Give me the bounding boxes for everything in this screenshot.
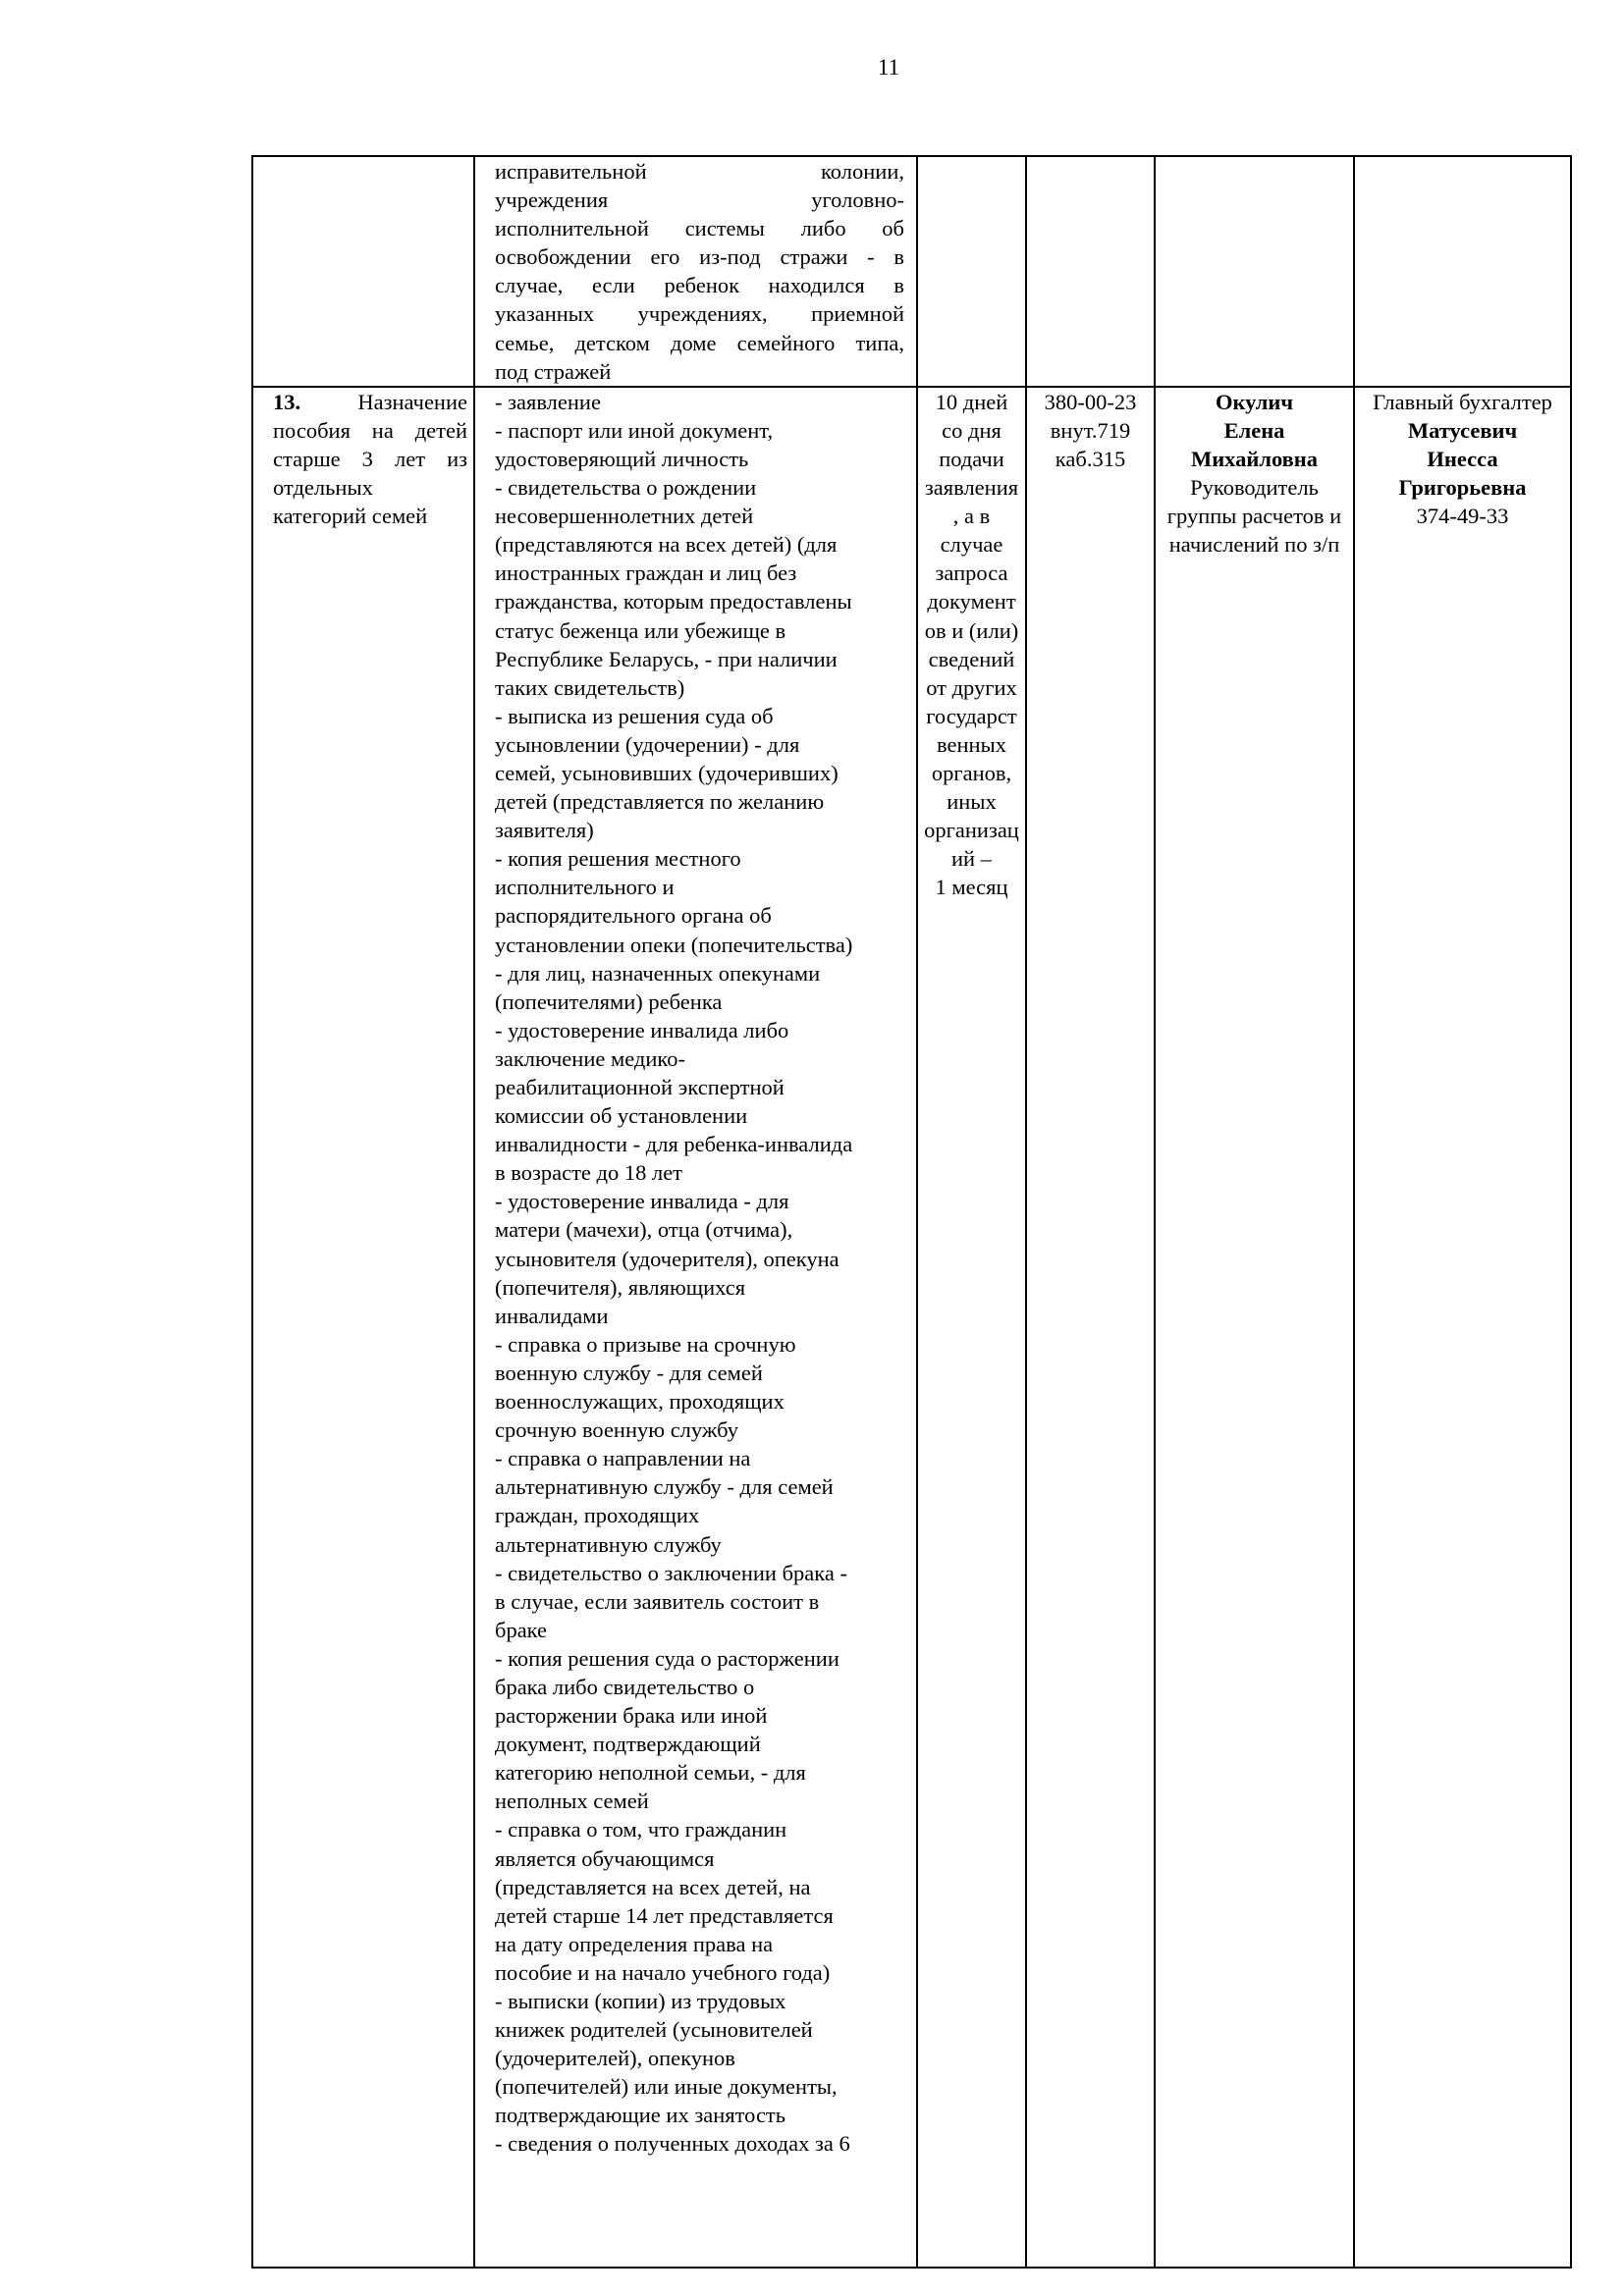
term-line: подачи xyxy=(939,446,1004,471)
document-line: учреждения уголовно- xyxy=(495,187,904,213)
document-line: пособие и на начало учебного года) xyxy=(495,1959,831,1985)
term-line: запроса xyxy=(935,561,1008,586)
document-line: подтверждающие их занятость xyxy=(495,2103,786,2128)
document-line: исполнительной системы либо об xyxy=(495,216,904,241)
term-line: иных xyxy=(947,789,997,815)
documents-continued-list xyxy=(475,157,916,386)
contact-line: внут.719 xyxy=(1050,417,1131,443)
document-line: семей, усыновивших (удочеривших) xyxy=(495,760,839,785)
responsible-name-line: Елена xyxy=(1223,417,1285,443)
term-line: случае xyxy=(940,532,1003,558)
document-line: заявителя) xyxy=(495,818,594,843)
document-line: - копия решения местного xyxy=(495,846,741,872)
cell-term xyxy=(917,387,1026,2268)
term-text xyxy=(918,388,1025,902)
document-line: срочную военную службу xyxy=(495,1417,738,1443)
cell-term-empty xyxy=(917,156,1026,387)
document-line: семье, детском доме семейного типа, xyxy=(495,330,904,355)
contact-line: 380-00-23 xyxy=(1044,389,1137,414)
procedure-title-line: старше 3 лет из xyxy=(273,446,467,471)
table-row-procedure-13 xyxy=(252,387,1571,2268)
document-line: альтернативную службу - для семей xyxy=(495,1474,834,1500)
document-line: - удостоверение инвалида либо xyxy=(495,1017,789,1042)
document-line: граждан, проходящих xyxy=(495,1503,700,1528)
document-line: брака либо свидетельство о xyxy=(495,1674,755,1699)
substitute-name-line: Матусевич xyxy=(1407,417,1518,443)
cell-responsible xyxy=(1155,387,1354,2268)
term-line: , а в xyxy=(952,504,991,529)
document-line: (попечителя), являющихся xyxy=(495,1274,746,1300)
document-line: удостоверяющий личность xyxy=(495,446,749,471)
substitute-position: Главный бухгалтер xyxy=(1373,389,1552,414)
procedures-table xyxy=(251,155,1572,2269)
document-line: под стражей xyxy=(495,358,612,384)
responsible-position-line: группы расчетов и xyxy=(1166,504,1342,529)
document-line: исправительной колонии, xyxy=(495,159,904,184)
procedure-title-line: пособия на детей xyxy=(273,417,467,443)
document-line: браке xyxy=(495,1617,548,1642)
document-line: - справка о призыве на срочную xyxy=(495,1331,796,1357)
document-line: - для лиц, назначенных опекунами xyxy=(495,960,821,986)
document-line: матери (мачехи), отца (отчима), xyxy=(495,1217,793,1243)
term-line: сведений xyxy=(928,646,1015,671)
cell-responsible-empty xyxy=(1155,156,1354,387)
document-line: Республике Беларусь, - при наличии xyxy=(495,646,838,671)
responsible-person xyxy=(1156,388,1353,560)
document-line: (попечителей) или иные документы, xyxy=(495,2074,838,2100)
document-line: реабилитационной экспертной xyxy=(495,1075,785,1099)
document-line: детей (представляется по желанию xyxy=(495,789,825,815)
document-line: освобождении его из-под стражи - в xyxy=(495,244,904,270)
term-line: ий – xyxy=(951,846,992,872)
term-line: 10 дней xyxy=(935,389,1008,414)
document-line: усыновителя (удочерителя), опекуна xyxy=(495,1246,839,1271)
cell-contact xyxy=(1026,387,1155,2268)
document-line: усыновлении (удочерении) - для xyxy=(495,731,800,757)
document-line: в случае, если заявитель состоит в xyxy=(495,1588,820,1614)
document-line: - заявление xyxy=(495,389,601,414)
document-line: книжек родителей (усыновителей xyxy=(495,2017,813,2043)
substitute-phone: 374-49-33 xyxy=(1416,504,1509,529)
document-line: комиссии об установлении xyxy=(495,1103,748,1129)
procedure-title-line: категорий семей xyxy=(273,504,428,529)
table-row-continued xyxy=(252,156,1571,387)
substitute-name-line: Инесса xyxy=(1427,446,1498,471)
document-line: в возрасте до 18 лет xyxy=(495,1160,683,1186)
document-line: инвалидами xyxy=(495,1303,609,1328)
document-line: гражданства, которым предоставлены xyxy=(495,589,852,614)
term-line: государст xyxy=(926,703,1017,728)
contact-line: каб.315 xyxy=(1055,446,1126,471)
document-line: инвалидности - для ребенка-инвалида xyxy=(495,1132,853,1157)
document-line: - удостоверение инвалида - для xyxy=(495,1189,789,1214)
term-line: ов и (или) xyxy=(924,617,1019,643)
document-line: - выписки (копии) из трудовых xyxy=(495,1989,786,2013)
responsible-name-line: Михайловна xyxy=(1190,446,1319,471)
procedure-title xyxy=(253,388,473,530)
document-line: - свидетельства о рождении xyxy=(495,475,757,501)
document-line: распорядительного органа об xyxy=(495,903,772,929)
document-line: (удочерителей), опекунов xyxy=(495,2046,735,2071)
procedure-number: 13. xyxy=(273,389,301,414)
term-line: от других xyxy=(926,674,1017,700)
term-line: со дня xyxy=(942,417,1001,443)
document-line: на дату определения права на xyxy=(495,1931,774,1956)
document-line: (попечителями) ребенка xyxy=(495,988,723,1014)
document-line: случае, если ребенок находился в xyxy=(495,273,904,298)
document-line: установлении опеки (попечительства) xyxy=(495,932,853,957)
procedure-title-line: отдельных xyxy=(273,475,373,501)
document-line: документ, подтверждающий xyxy=(495,1732,761,1757)
document-line: неполных семей xyxy=(495,1789,649,1814)
responsible-position xyxy=(1156,473,1353,559)
document-line: - паспорт или иной документ, xyxy=(495,417,774,443)
document-line: (представляются на всех детей) (для xyxy=(495,532,838,558)
contact-info xyxy=(1027,388,1154,473)
document-line: - сведения о полученных доходах за 6 xyxy=(495,2131,850,2157)
term-line: документ xyxy=(927,589,1016,614)
document-line: таких свидетельств) xyxy=(495,674,685,700)
responsible-name xyxy=(1156,388,1353,473)
document-line: статус беженца или убежище в xyxy=(495,617,786,643)
substitute-name-line: Григорьевна xyxy=(1398,475,1527,501)
document-line: иностранных граждан и лиц без xyxy=(495,561,797,586)
page-number: 11 xyxy=(877,55,900,80)
term-line: заявления xyxy=(924,475,1019,501)
responsible-position-line: начислений по з/п xyxy=(1168,532,1340,558)
document-line: исполнительного и xyxy=(495,875,675,900)
substitute-person xyxy=(1355,388,1570,530)
cell-substitute-empty xyxy=(1354,156,1571,387)
cell-procedure-title xyxy=(252,387,474,2268)
document-line: альтернативную службу xyxy=(495,1531,722,1557)
substitute-name xyxy=(1355,416,1570,502)
procedure-title-line: Назначение xyxy=(357,389,467,414)
cell-substitute xyxy=(1354,387,1571,2268)
document-line: - справка о том, что гражданин xyxy=(495,1817,787,1842)
documents-list xyxy=(475,388,916,2159)
document-line: военнослужащих, проходящих xyxy=(495,1389,785,1415)
document-line: указанных учреждениях, приемной xyxy=(495,301,904,327)
document-line: (представляется на всех детей, на xyxy=(495,1874,811,1899)
document-line: является обучающимся xyxy=(495,1845,715,1871)
document-line: детей старше 14 лет представляется xyxy=(495,1902,834,1928)
term-line: 1 месяц xyxy=(935,875,1008,900)
cell-documents-continued xyxy=(474,156,917,387)
document-line: - выписка из решения суда об xyxy=(495,703,774,728)
document-line: - копия решения суда о расторжении xyxy=(495,1645,839,1671)
cell-procedure-empty xyxy=(252,156,474,387)
cell-documents xyxy=(474,387,917,2268)
document-line: - свидетельство о заключении брака - xyxy=(495,1560,847,1585)
term-line: органов, xyxy=(931,760,1012,785)
term-line: организац xyxy=(924,818,1019,843)
term-line: венных xyxy=(937,731,1006,757)
responsible-position-line: Руководитель xyxy=(1190,475,1319,501)
document-line: - справка о направлении на xyxy=(495,1446,751,1471)
document-line: категорию неполной семьи, - для xyxy=(495,1760,806,1786)
document-line: несовершеннолетних детей xyxy=(495,504,754,529)
cell-contact-empty xyxy=(1026,156,1155,387)
document-line: заключение медико- xyxy=(495,1045,685,1071)
document-line: военную службу - для семей xyxy=(495,1360,763,1385)
responsible-name-line: Окулич xyxy=(1215,389,1294,414)
document-line: расторжении брака или иной xyxy=(495,1703,768,1729)
